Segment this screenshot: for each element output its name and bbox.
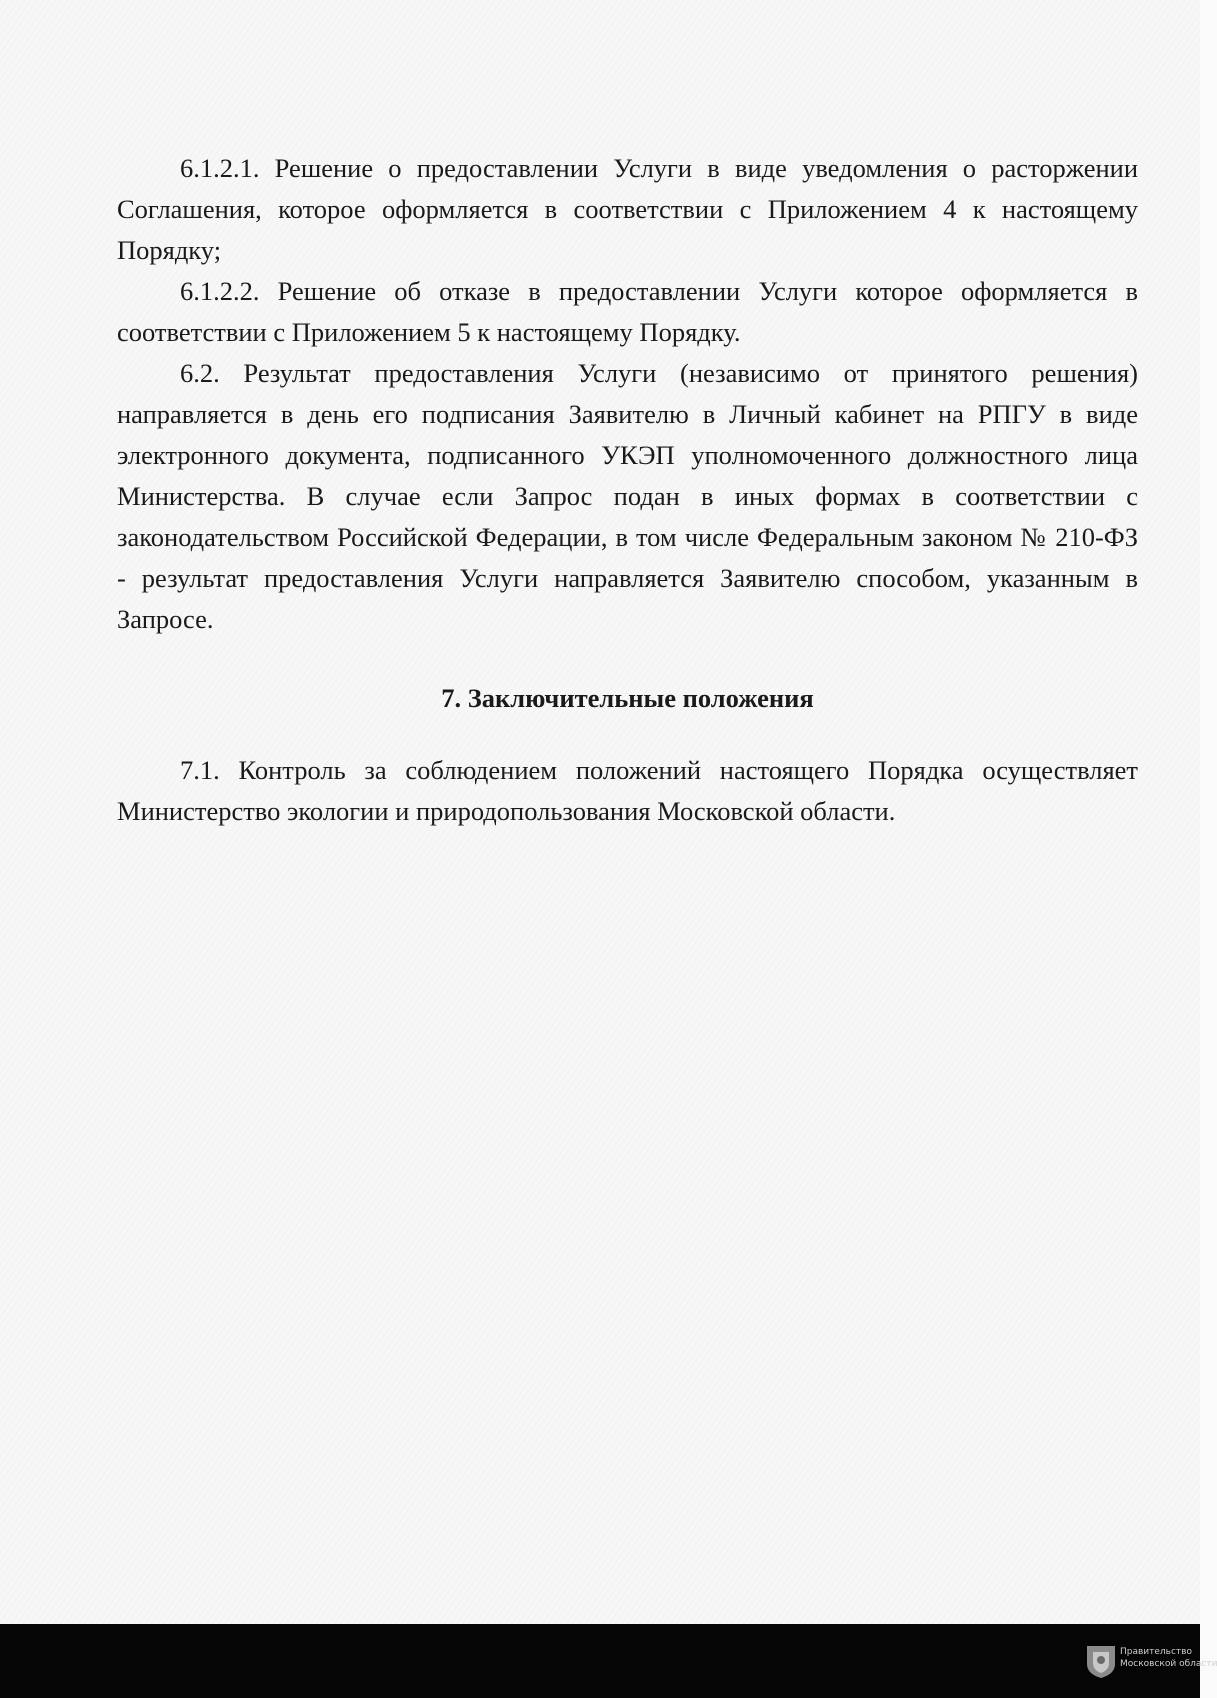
section-heading: 7. Заключительные положения bbox=[441, 683, 814, 713]
coat-of-arms-icon bbox=[1084, 1642, 1118, 1680]
footer-line-1: Правительство bbox=[1120, 1647, 1192, 1657]
footer-label bbox=[1120, 1646, 1217, 1670]
footer-line-2: Московской области bbox=[1120, 1659, 1217, 1669]
paragraph-7-1: 7.1. Контроль за соблюдением положений настоящего Порядка осуществляет Министерство экологии и природопользования Московской области. bbox=[117, 755, 1138, 826]
paragraph-6-2: 6.2. Результат предоставления Услуги (независимо от принятого решения) направляется в день его подписания Заявителю в Личный кабинет на РПГУ в виде электронного документа, подписанного УКЭП уполномоченного должностного лица Министерства. В случае если Запрос подан в иных формах в соответствии с законодательством Российской Федерации, в том числе Федеральным законом № 210-ФЗ - результат предоставления Услуги направляется Заявителю способом, указанным в Запросе. bbox=[117, 358, 1138, 634]
footer-bar bbox=[0, 1624, 1217, 1698]
paragraph-6-1-2-2: 6.1.2.2. Решение об отказе в предоставлении Услуги которое оформляется в соответствии с Приложением 5 к настоящему Порядку. bbox=[117, 276, 1138, 347]
document-body bbox=[117, 148, 1138, 832]
paragraph-6-1-2-1: 6.1.2.1. Решение о предоставлении Услуги в виде уведомления о расторжении Соглашения, которое оформляется в соответствии с Приложением 4 к настоящему Порядку; bbox=[117, 153, 1138, 265]
